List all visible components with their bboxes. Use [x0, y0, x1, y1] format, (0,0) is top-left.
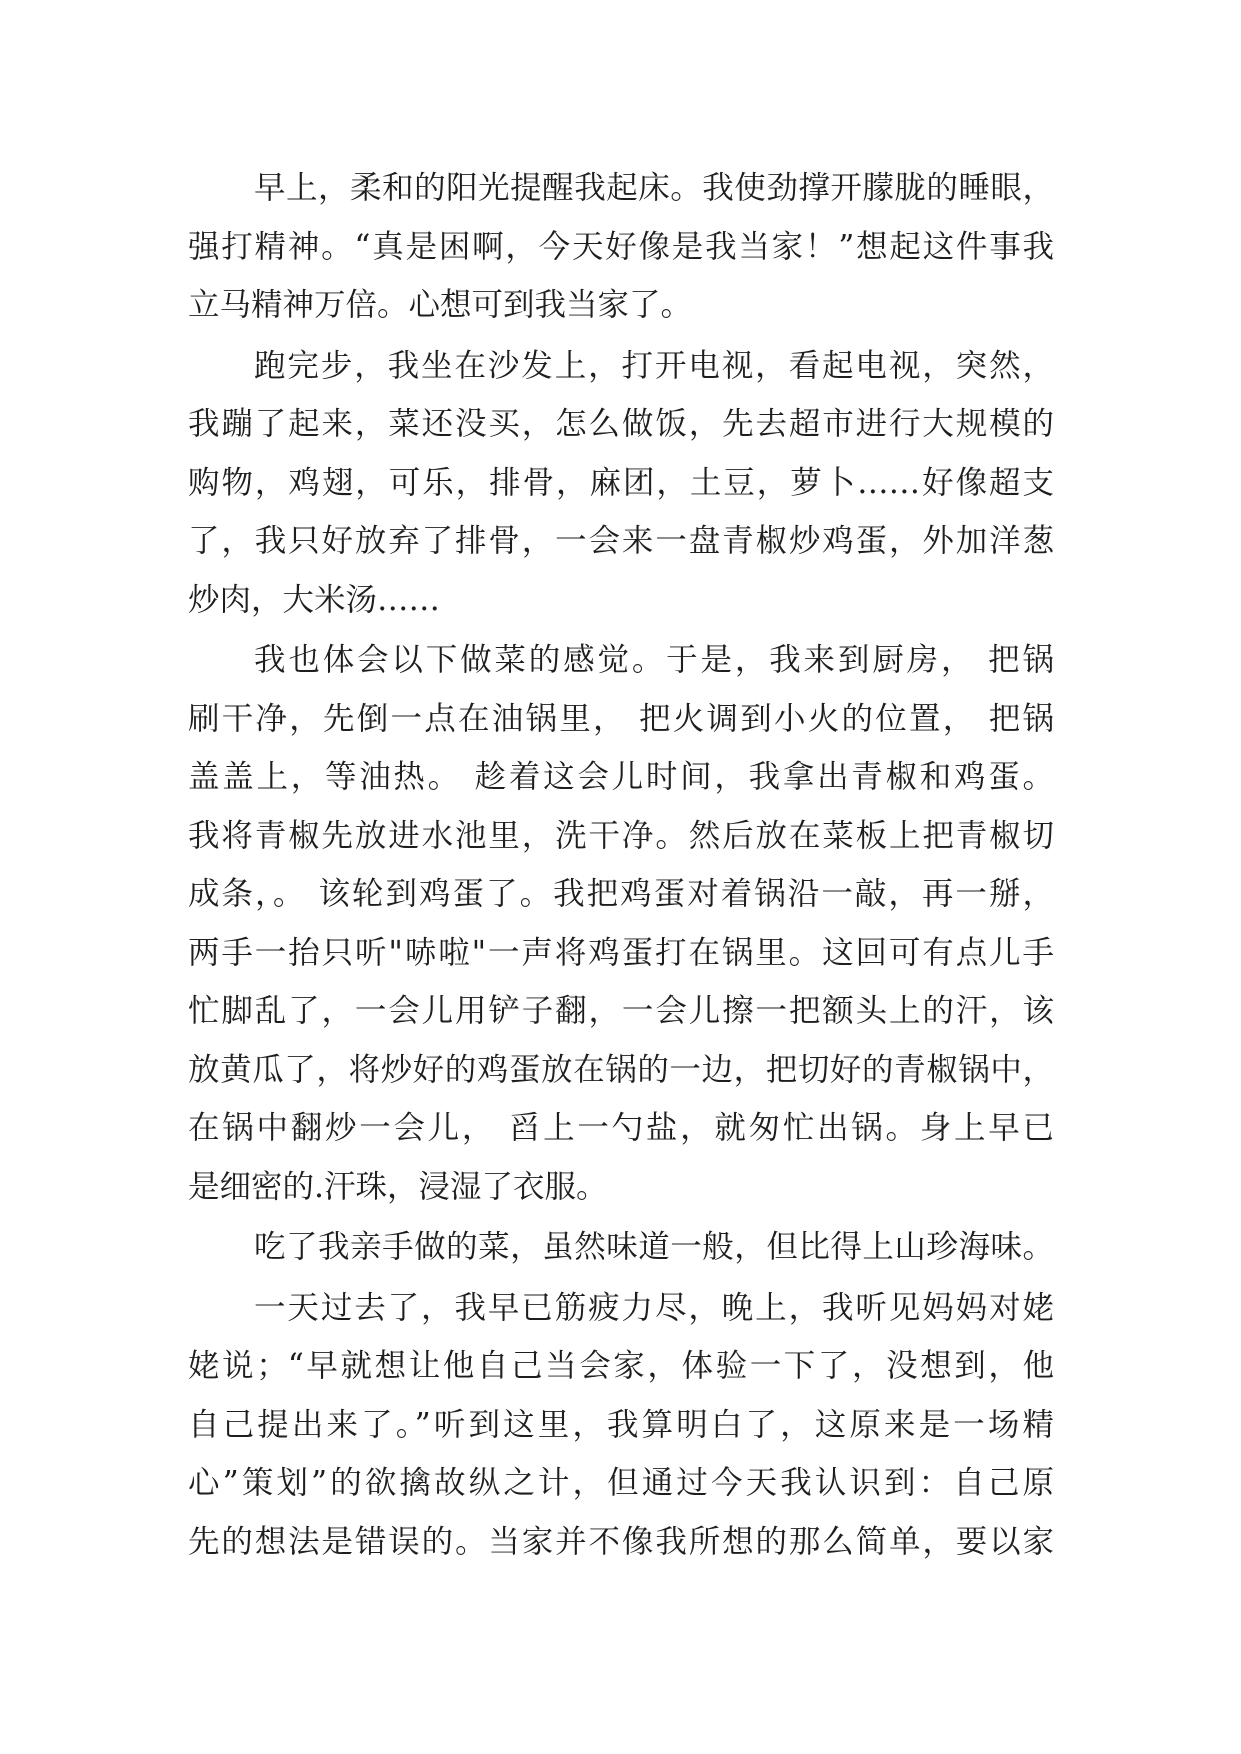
paragraph-morning — [188, 159, 1054, 335]
paragraph-shopping — [188, 337, 1054, 630]
text-line: 先的想法是错误的。当家并不像我所想的那么简单，要以家 — [188, 1523, 1054, 1560]
text-line: 购物，鸡翅，可乐，排骨，麻团，土豆，萝卜……好像超支 — [188, 464, 1054, 501]
text-line: 在锅中翻炒一会儿， 舀上一勺盐，就匆忙出锅。身上早已 — [188, 1110, 1054, 1146]
text-line: 我蹦了起来，菜还没买，怎么做饭，先去超市进行大规模的 — [188, 406, 1054, 442]
paragraph-eating — [188, 1218, 1054, 1277]
document-body — [188, 159, 1054, 1573]
text-line: 吃了我亲手做的菜，虽然味道一般，但比得上山珍海味。 — [254, 1229, 1054, 1265]
paragraph-cooking — [188, 631, 1054, 1216]
text-line: 两手一抬只听"哧啦"一声将鸡蛋打在锅里。这回可有点儿手 — [188, 934, 1054, 971]
text-line: 自己提出来了。”听到这里，我算明白了，这原来是一场精 — [188, 1406, 1054, 1443]
text-line: 是细密的.汗珠，浸湿了衣服。 — [188, 1168, 608, 1205]
text-line: 忙脚乱了，一会儿用铲子翻，一会儿擦一把额头上的汗，该 — [188, 993, 1054, 1029]
text-line: 跑完步，我坐在沙发上，打开电视，看起电视，突然， — [254, 347, 1054, 384]
text-line: 早上，柔和的阳光提醒我起床。我使劲撑开朦胧的睡眼， — [254, 170, 1054, 206]
text-line: 姥说；“早就想让他自己当会家，体验一下了，没想到，他 — [188, 1348, 1054, 1384]
text-line: 炒肉，大米汤…… — [188, 581, 441, 618]
text-line: 我将青椒先放进水池里，洗干净。然后放在菜板上把青椒切 — [188, 817, 1054, 854]
text-line: 刷干净，先倒一点在油锅里， 把火调到小火的位置， 把锅 — [188, 700, 1054, 737]
text-line: 盖盖上，等油热。 趁着这会儿时间，我拿出青椒和鸡蛋。 — [188, 759, 1054, 795]
text-line: 放黄瓜了，将炒好的鸡蛋放在锅的一边，把切好的青椒锅中， — [188, 1051, 1054, 1088]
text-line: 一天过去了，我早已筋疲力尽，晚上，我听见妈妈对姥 — [254, 1289, 1054, 1326]
text-line: 立马精神万倍。心想可到我当家了。 — [188, 287, 693, 323]
text-line: 成条，。 该轮到鸡蛋了。我把鸡蛋对着锅沿一敲，再一掰， — [188, 876, 1054, 912]
text-line: 了，我只好放弃了排骨，一会来一盘青椒炒鸡蛋，外加洋葱 — [188, 523, 1054, 559]
text-line: 强打精神。“真是困啊，今天好像是我当家！”想起这件事我 — [188, 228, 1054, 265]
text-line: 心”策划”的欲擒故纵之计，但通过今天我认识到：自己原 — [188, 1465, 1054, 1501]
text-line: 我也体会以下做菜的感觉。于是，我来到厨房， 把锅 — [254, 642, 1054, 678]
paragraph-evening — [188, 1279, 1054, 1572]
